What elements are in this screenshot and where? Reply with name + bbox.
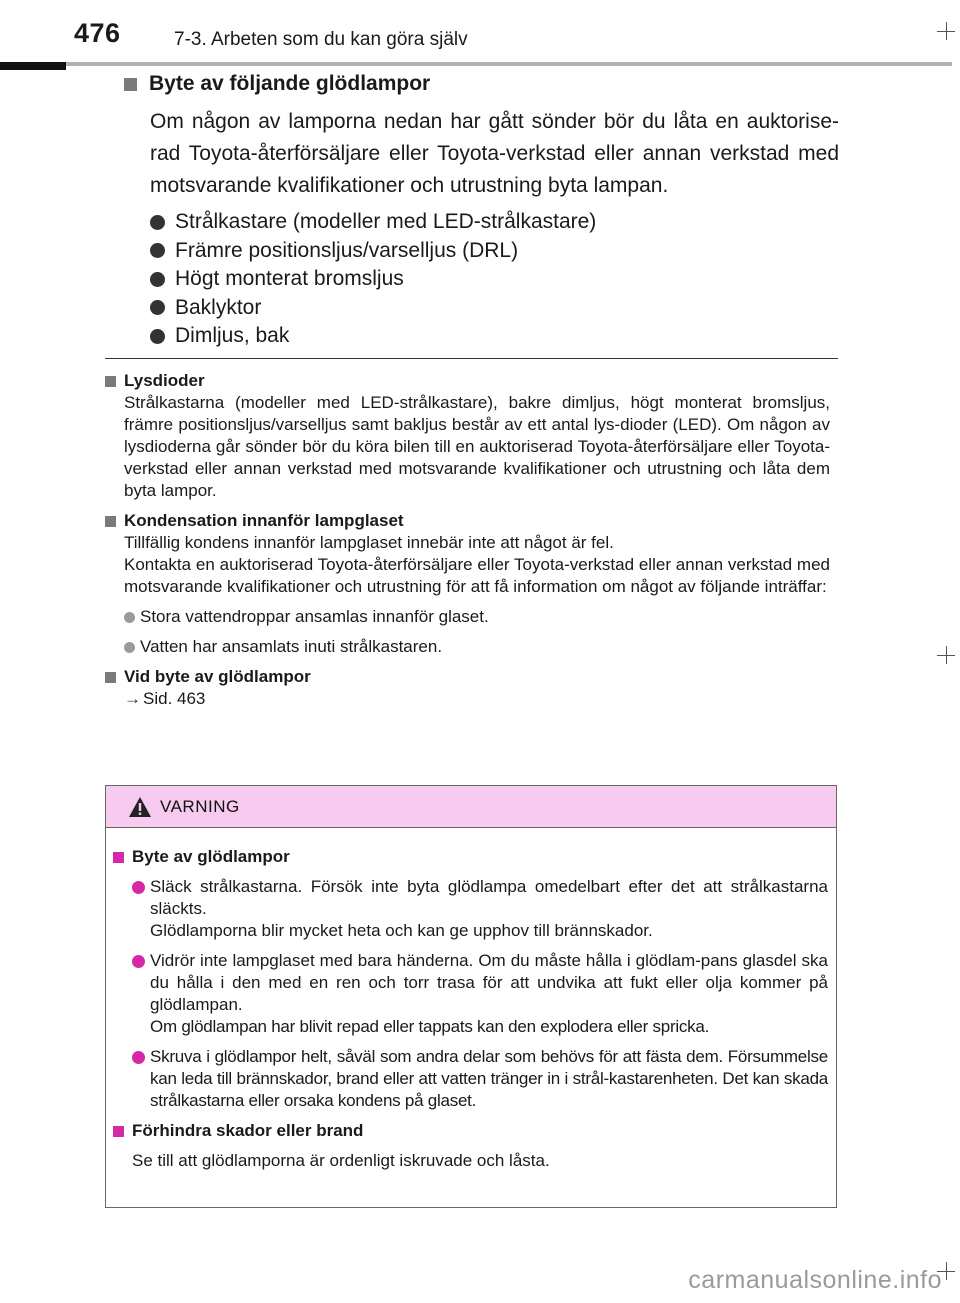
bullet-dot-icon xyxy=(150,243,165,258)
note-lysdioder xyxy=(105,370,830,502)
page-reference[interactable] xyxy=(124,688,830,710)
note-title: Vid byte av glödlampor xyxy=(124,667,311,686)
page-number: 476 xyxy=(74,18,121,48)
list-item: Baklyktor xyxy=(150,294,839,323)
bullet-dot-icon xyxy=(150,300,165,315)
note-byte xyxy=(105,666,830,710)
section-divider xyxy=(105,358,838,359)
main-section xyxy=(124,72,839,351)
bullet-dot-icon xyxy=(124,642,135,653)
list-item: Strålkastare (modeller med LED-strålkastare) xyxy=(150,208,839,237)
note-sub-item: Stora vattendroppar ansamlas innanför glaset. xyxy=(124,606,830,628)
warning-item: Vidrör inte lampglaset med bara händerna. Om du måste hålla i glödlam-pans glasdel ska du hålla i den med en ren och torr trasa för att undvika att fukt eller olja kommer på glödlampan. Om glödlampan har blivit repad eller tappats kan den explodera eller spricka. xyxy=(132,950,828,1038)
bullet-dot-icon xyxy=(132,881,145,894)
note-body: Kontakta en auktoriserad Toyota-återförsäljare eller Toyota-verkstad eller annan verkstad med motsvarande kvalifikationer och utrustning för att få information om något av följande inträffar: xyxy=(124,555,830,596)
square-bullet-icon xyxy=(105,376,116,387)
warning-item: Släck strålkastarna. Försök inte byta glödlampa omedelbart efter det att strålkastarna släckts. Glödlamporna blir mycket heta och kan ge upphov till brännskador. xyxy=(132,876,828,942)
square-bullet-icon xyxy=(113,852,124,863)
warning-section-title: Byte av glödlampor xyxy=(132,847,290,866)
warning-body: Se till att glödlamporna är ordenligt iskruvade och låsta. xyxy=(132,1151,550,1170)
note-kondensation xyxy=(105,510,830,658)
page-reference-text[interactable]: Sid. 463 xyxy=(143,689,206,708)
note-body: Tillfällig kondens innanför lampglaset innebär inte att något är fel. xyxy=(124,533,614,552)
square-bullet-icon xyxy=(105,672,116,683)
bullet-dot-icon xyxy=(150,329,165,344)
list-item: Dimljus, bak xyxy=(150,322,839,351)
main-heading-text: Byte av följande glödlampor xyxy=(149,72,431,95)
header-corner-mark xyxy=(0,62,66,70)
bullet-dot-icon xyxy=(132,955,145,968)
bulb-list xyxy=(150,208,839,351)
warning-title: VARNING xyxy=(160,796,240,816)
warning-box xyxy=(105,785,837,1208)
list-item: Högt monterat bromsljus xyxy=(150,265,839,294)
warning-content xyxy=(106,828,836,1172)
bullet-dot-icon xyxy=(132,1051,145,1064)
square-bullet-icon xyxy=(105,516,116,527)
square-bullet-icon xyxy=(113,1126,124,1137)
list-item: Främre positionsljus/varselljus (DRL) xyxy=(150,237,839,266)
notes-section xyxy=(105,370,830,718)
warning-item: Skruva i glödlampor helt, såväl som andra delar som behövs för att fästa dem. Försummelse kan leda till brännskador, brand eller att vatten tränger in i strål-kastarenheten. Det kan skada strålkastarna eller orsaka kondens på glaset. xyxy=(132,1046,828,1112)
warning-section-title: Förhindra skador eller brand xyxy=(132,1121,364,1140)
square-bullet-icon xyxy=(124,78,137,91)
bullet-dot-icon xyxy=(150,272,165,287)
note-title: Kondensation innanför lampglaset xyxy=(124,511,404,530)
bullet-dot-icon xyxy=(124,612,135,623)
note-body: Strålkastarna (modeller med LED-strålkastare), bakre dimljus, högt monterat bromsljus, främre positionsljus/varselljus samt bakljus består av ett antal lys-dioder (LED). Om någon av lysdioderna går sönder bör du köra bilen till en auktoriserad Toyota-återförsäljare eller Toyota-verkstad eller annan verkstad med motsvarande kvalifikationer och utrustning och låta dem byta lampor. xyxy=(124,393,830,500)
bullet-dot-icon xyxy=(150,215,165,230)
header-rule xyxy=(0,62,952,66)
main-heading xyxy=(124,72,839,96)
arrow-right-icon: → xyxy=(124,689,141,708)
section-title: 7-3. Arbeten som du kan göra själv xyxy=(174,29,468,50)
note-sub-item: Vatten har ansamlats inuti strålkastaren. xyxy=(124,636,830,658)
main-paragraph: Om någon av lamporna nedan har gått sönder bör du låta en auktorise-rad Toyota-återförsäljare eller Toyota-verkstad eller annan verkstad med motsvarande kvalifikationer och utrustning byta lampan. xyxy=(150,110,839,197)
warning-header xyxy=(106,786,836,828)
watermark: carmanualsonline.info xyxy=(688,1266,942,1294)
note-title: Lysdioder xyxy=(124,371,205,390)
warning-triangle-icon xyxy=(128,796,152,818)
